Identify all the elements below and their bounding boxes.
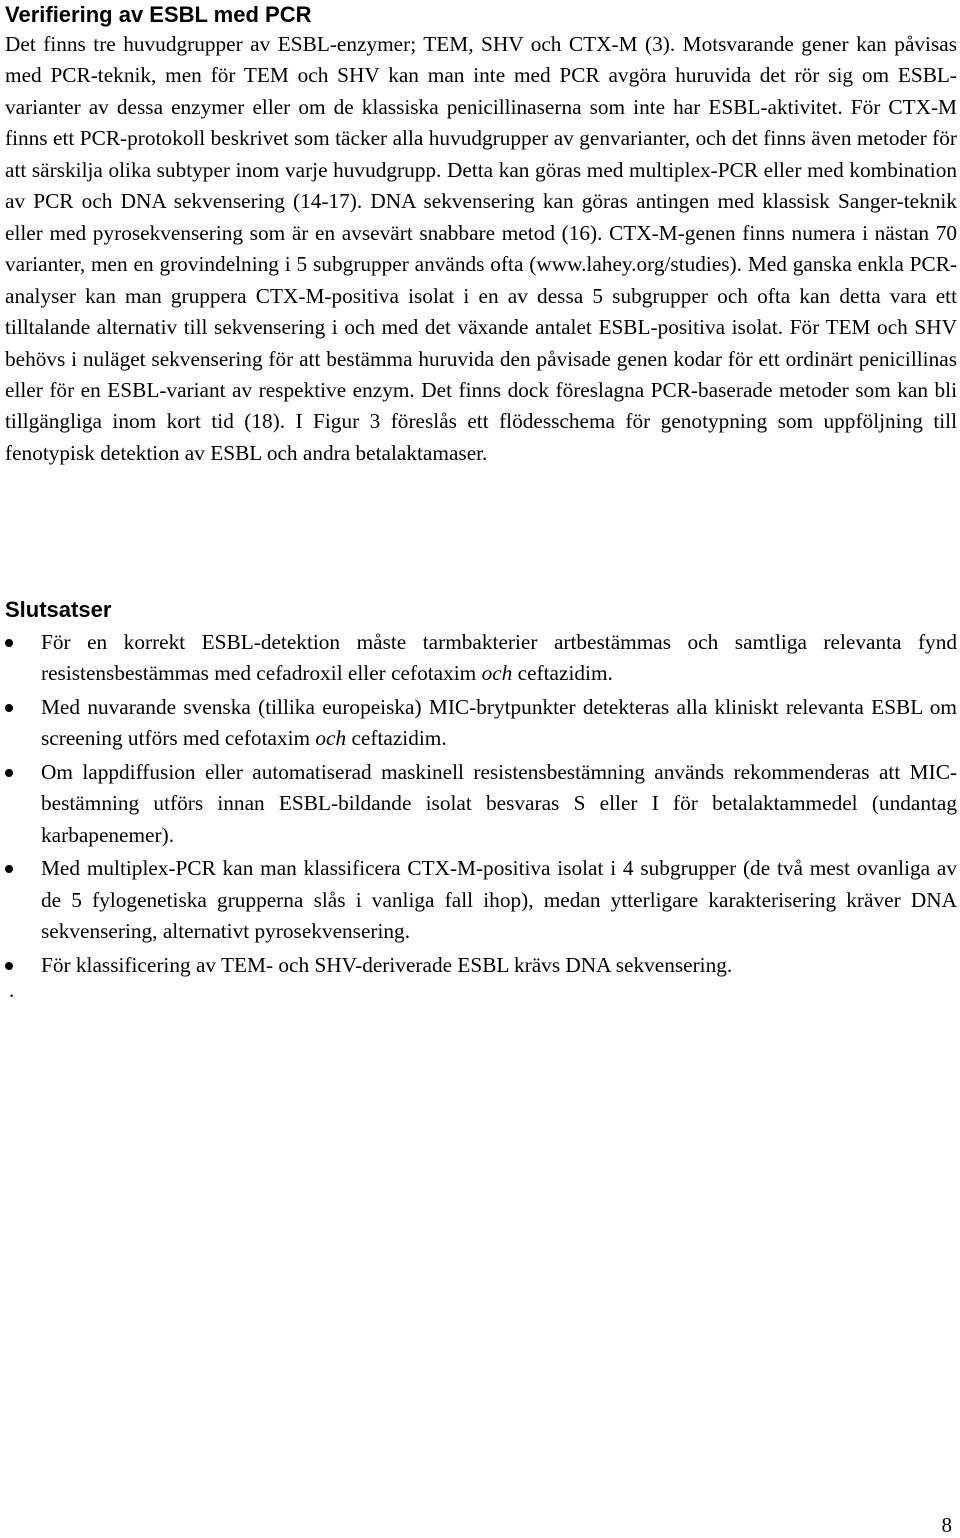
list-item [5,627,957,690]
bullet-icon [5,769,13,777]
list-item-text: ceftazidim. [346,726,447,751]
conclusions-list [5,627,957,983]
bullet-icon [5,704,13,712]
list-item-text: Med multiplex-PCR kan man klassificera CTX-M-positiva isolat i 4 subgrupper (de två mest ovanliga av de 5 fylogenetiska grupperna slås i vanliga fall ihop), medan ytterligare karakterisering kräver DNA sekvensering, alternativt pyrosekvensering. [41,856,957,944]
document-page [5,0,957,1002]
list-item-text: Om lappdiffusion eller automatiserad maskinell resistensbestämning används rekommenderas att MIC-bestämning utförs innan ESBL-bildande isolat besvaras S eller I för betalaktammedel (undantag karbapenemer). [41,759,957,847]
list-item-text: ceftazidim. [512,661,613,686]
bullet-icon [5,865,13,873]
list-item [5,757,957,851]
bullet-icon [5,639,13,647]
list-item [5,853,957,947]
list-item-emphasis: och [315,726,347,751]
section-heading-verifiering: Verifiering av ESBL med PCR [5,2,312,27]
list-item-text: Med nuvarande svenska (tillika europeiska) MIC-brytpunkter detekteras alla kliniskt relevanta ESBL om screening utförs med cefotaxim [41,694,957,751]
list-item [5,692,957,755]
body-paragraph: Det finns tre huvudgrupper av ESBL-enzymer; TEM, SHV och CTX-M (3). Motsvarande gener kan påvisas med PCR-teknik, men för TEM och SHV kan man inte med PCR avgöra huruvida det rör sig om ESBL-varianter av dessa enzymer eller om de klassiska penicillinaserna som inte har ESBL-aktivitet. För CTX-M finns ett PCR-protokoll beskrivet som täcker alla huvudgrupper av genvarianter, och det finns även metoder för att särskilja olika subtyper inom varje huvudgrupp. Detta kan göras med multiplex-PCR eller med kombination av PCR och DNA sekvensering (14-17). DNA sekvensering kan göras antingen med klassisk Sanger-teknik eller med pyrosekvensering som är en avsevärt snabbare metod (16). CTX-M-genen finns numera i nästan 70 varianter, men en grovindelning i 5 subgrupper används ofta (www.lahey.org/studies). Med ganska enkla PCR-analyser kan man gruppera CTX-M-positiva isolat i en av dessa 5 subgrupper och ofta kan detta vara ett tilltalande alternativ till sekvensering i och med det växande antalet ESBL-positiva isolat. För TEM och SHV behövs i nuläget sekvensering för att bestämma huruvida den påvisade genen kodar för ett ordinärt penicillinas eller för en ESBL-variant av respektive enzym. Det finns dock föreslagna PCR-baserade metoder som kan bli tillgängliga inom kort tid (18). I Figur 3 föreslås ett flödesschema för genotypning som uppföljning till fenotypisk detektion av ESBL och andra betalaktamaser. [5,32,957,465]
bullet-icon [5,962,13,970]
section-heading-slutsatser: Slutsatser [5,597,112,622]
stray-period: . [9,978,15,1002]
page-number: 8 [941,1513,952,1537]
list-item-text: För klassificering av TEM- och SHV-deriverade ESBL krävs DNA sekvensering. [41,952,733,977]
list-item-text: För en korrekt ESBL-detektion måste tarmbakterier artbestämmas och samtliga relevanta fynd resistensbestämmas med cefadroxil eller cefotaxim [41,630,957,686]
list-item [5,950,957,981]
list-item-emphasis: och [481,661,513,686]
